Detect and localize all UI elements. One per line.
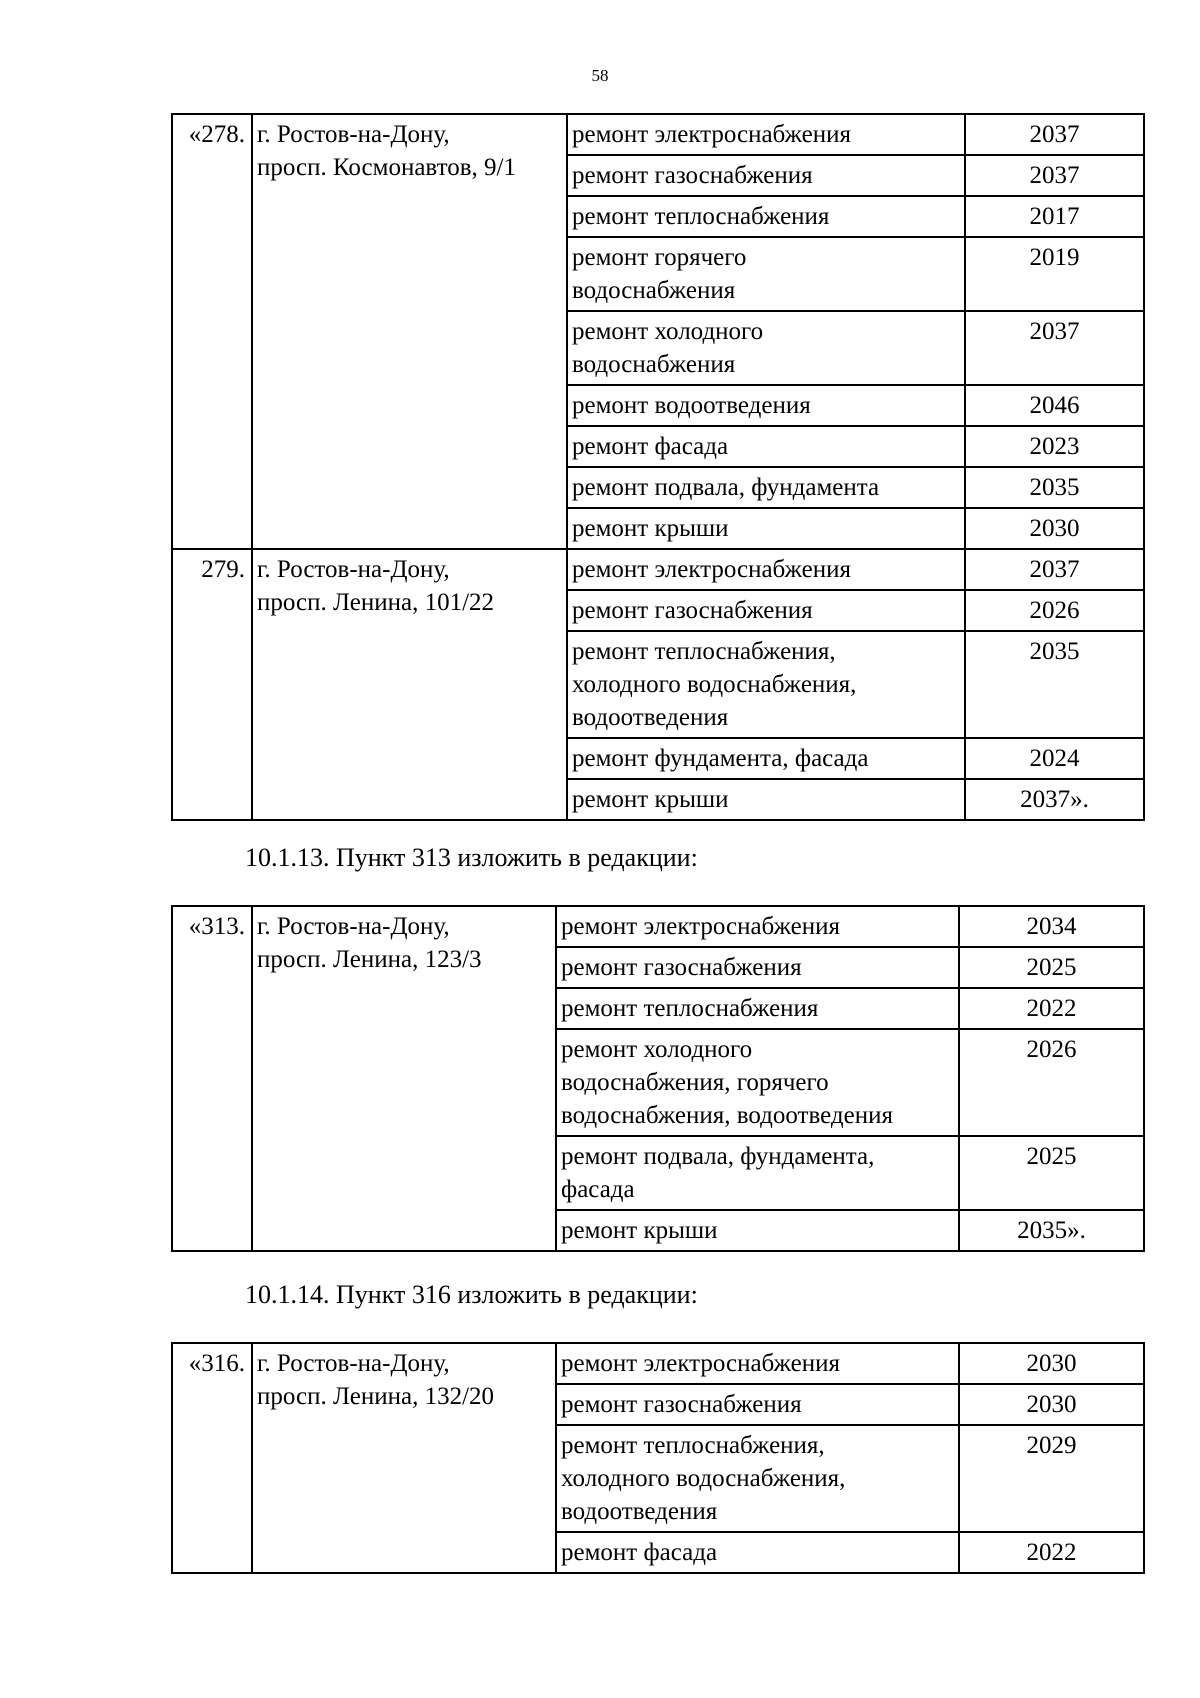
- work-type: ремонт газоснабжения: [567, 590, 965, 631]
- address-cell: [252, 114, 567, 549]
- work-year: 2037: [965, 311, 1144, 385]
- work-type: ремонт теплоснабжения: [556, 988, 959, 1029]
- instruction-10-1-14: 10.1.14. Пункт 316 изложить в редакции:: [245, 1280, 698, 1309]
- work-type: ремонт водоотведения: [567, 385, 965, 426]
- address-city: г. Ростов-на-Дону,: [257, 1350, 450, 1377]
- table-row: [172, 549, 1144, 590]
- work-year: 2017: [965, 196, 1144, 237]
- work-year: 2030: [959, 1384, 1144, 1425]
- repair-schedule-table-2: [171, 905, 1145, 1252]
- address-city: г. Ростов-на-Дону,: [257, 913, 450, 940]
- work-type: ремонт крыши: [567, 779, 965, 820]
- address-cell: [252, 906, 556, 1251]
- address-cell: [252, 1343, 556, 1573]
- work-year: 2029: [959, 1425, 1144, 1532]
- work-type: ремонт горячего водоснабжения: [567, 237, 965, 311]
- work-year: 2022: [959, 1532, 1144, 1573]
- work-type: ремонт электроснабжения: [567, 114, 965, 155]
- address-street: просп. Космонавтов, 9/1: [257, 154, 516, 181]
- work-year: 2019: [965, 237, 1144, 311]
- work-year: 2026: [959, 1029, 1144, 1136]
- item-number: 279.: [172, 549, 252, 820]
- work-type: ремонт теплоснабжения, холодного водоснабжения, водоотведения: [567, 631, 965, 738]
- work-type: ремонт холодного водоснабжения, горячего водоснабжения, водоотведения: [556, 1029, 959, 1136]
- work-year: 2030: [959, 1343, 1144, 1384]
- page-number: 58: [591, 66, 609, 85]
- work-year: 2030: [965, 508, 1144, 549]
- work-year: 2022: [959, 988, 1144, 1029]
- item-number: «278.: [172, 114, 252, 549]
- work-year: 2023: [965, 426, 1144, 467]
- item-number: «313.: [172, 906, 252, 1251]
- work-type: ремонт теплоснабжения, холодного водоснабжения, водоотведения: [556, 1425, 959, 1532]
- work-type: ремонт фасада: [556, 1532, 959, 1573]
- work-type: ремонт фундамента, фасада: [567, 738, 965, 779]
- work-type: ремонт теплоснабжения: [567, 196, 965, 237]
- work-year: 2035: [965, 631, 1144, 738]
- work-year: 2034: [959, 906, 1144, 947]
- address-city: г. Ростов-на-Дону,: [257, 121, 450, 148]
- work-type: ремонт подвала, фундамента: [567, 467, 965, 508]
- address-cell: [252, 549, 567, 820]
- work-type: ремонт электроснабжения: [567, 549, 965, 590]
- work-type: ремонт газоснабжения: [556, 1384, 959, 1425]
- work-type: ремонт холодного водоснабжения: [567, 311, 965, 385]
- work-type: ремонт газоснабжения: [567, 155, 965, 196]
- address-street: просп. Ленина, 123/3: [257, 946, 482, 973]
- work-year: 2025: [959, 947, 1144, 988]
- work-year: 2025: [959, 1136, 1144, 1210]
- table-row: [172, 1343, 1144, 1384]
- work-type: ремонт электроснабжения: [556, 906, 959, 947]
- instruction-10-1-13: 10.1.13. Пункт 313 изложить в редакции:: [245, 843, 698, 872]
- work-type: ремонт подвала, фундамента, фасада: [556, 1136, 959, 1210]
- work-year: 2037: [965, 549, 1144, 590]
- address-city: г. Ростов-на-Дону,: [257, 556, 450, 583]
- work-year: 2037: [965, 155, 1144, 196]
- item-number: «316.: [172, 1343, 252, 1573]
- work-year: 2035: [965, 467, 1144, 508]
- work-year: 2035».: [959, 1210, 1144, 1251]
- work-year: 2024: [965, 738, 1144, 779]
- table-row: [172, 114, 1144, 155]
- work-type: ремонт фасада: [567, 426, 965, 467]
- work-year: 2026: [965, 590, 1144, 631]
- work-type: ремонт газоснабжения: [556, 947, 959, 988]
- repair-schedule-table-1: [171, 113, 1145, 821]
- table-row: [172, 906, 1144, 947]
- work-year: 2037: [965, 114, 1144, 155]
- repair-schedule-table-3: [171, 1342, 1145, 1574]
- work-type: ремонт крыши: [567, 508, 965, 549]
- work-type: ремонт крыши: [556, 1210, 959, 1251]
- address-street: просп. Ленина, 132/20: [257, 1383, 495, 1410]
- work-year: 2046: [965, 385, 1144, 426]
- work-type: ремонт электроснабжения: [556, 1343, 959, 1384]
- work-year: 2037».: [965, 779, 1144, 820]
- address-street: просп. Ленина, 101/22: [257, 589, 495, 616]
